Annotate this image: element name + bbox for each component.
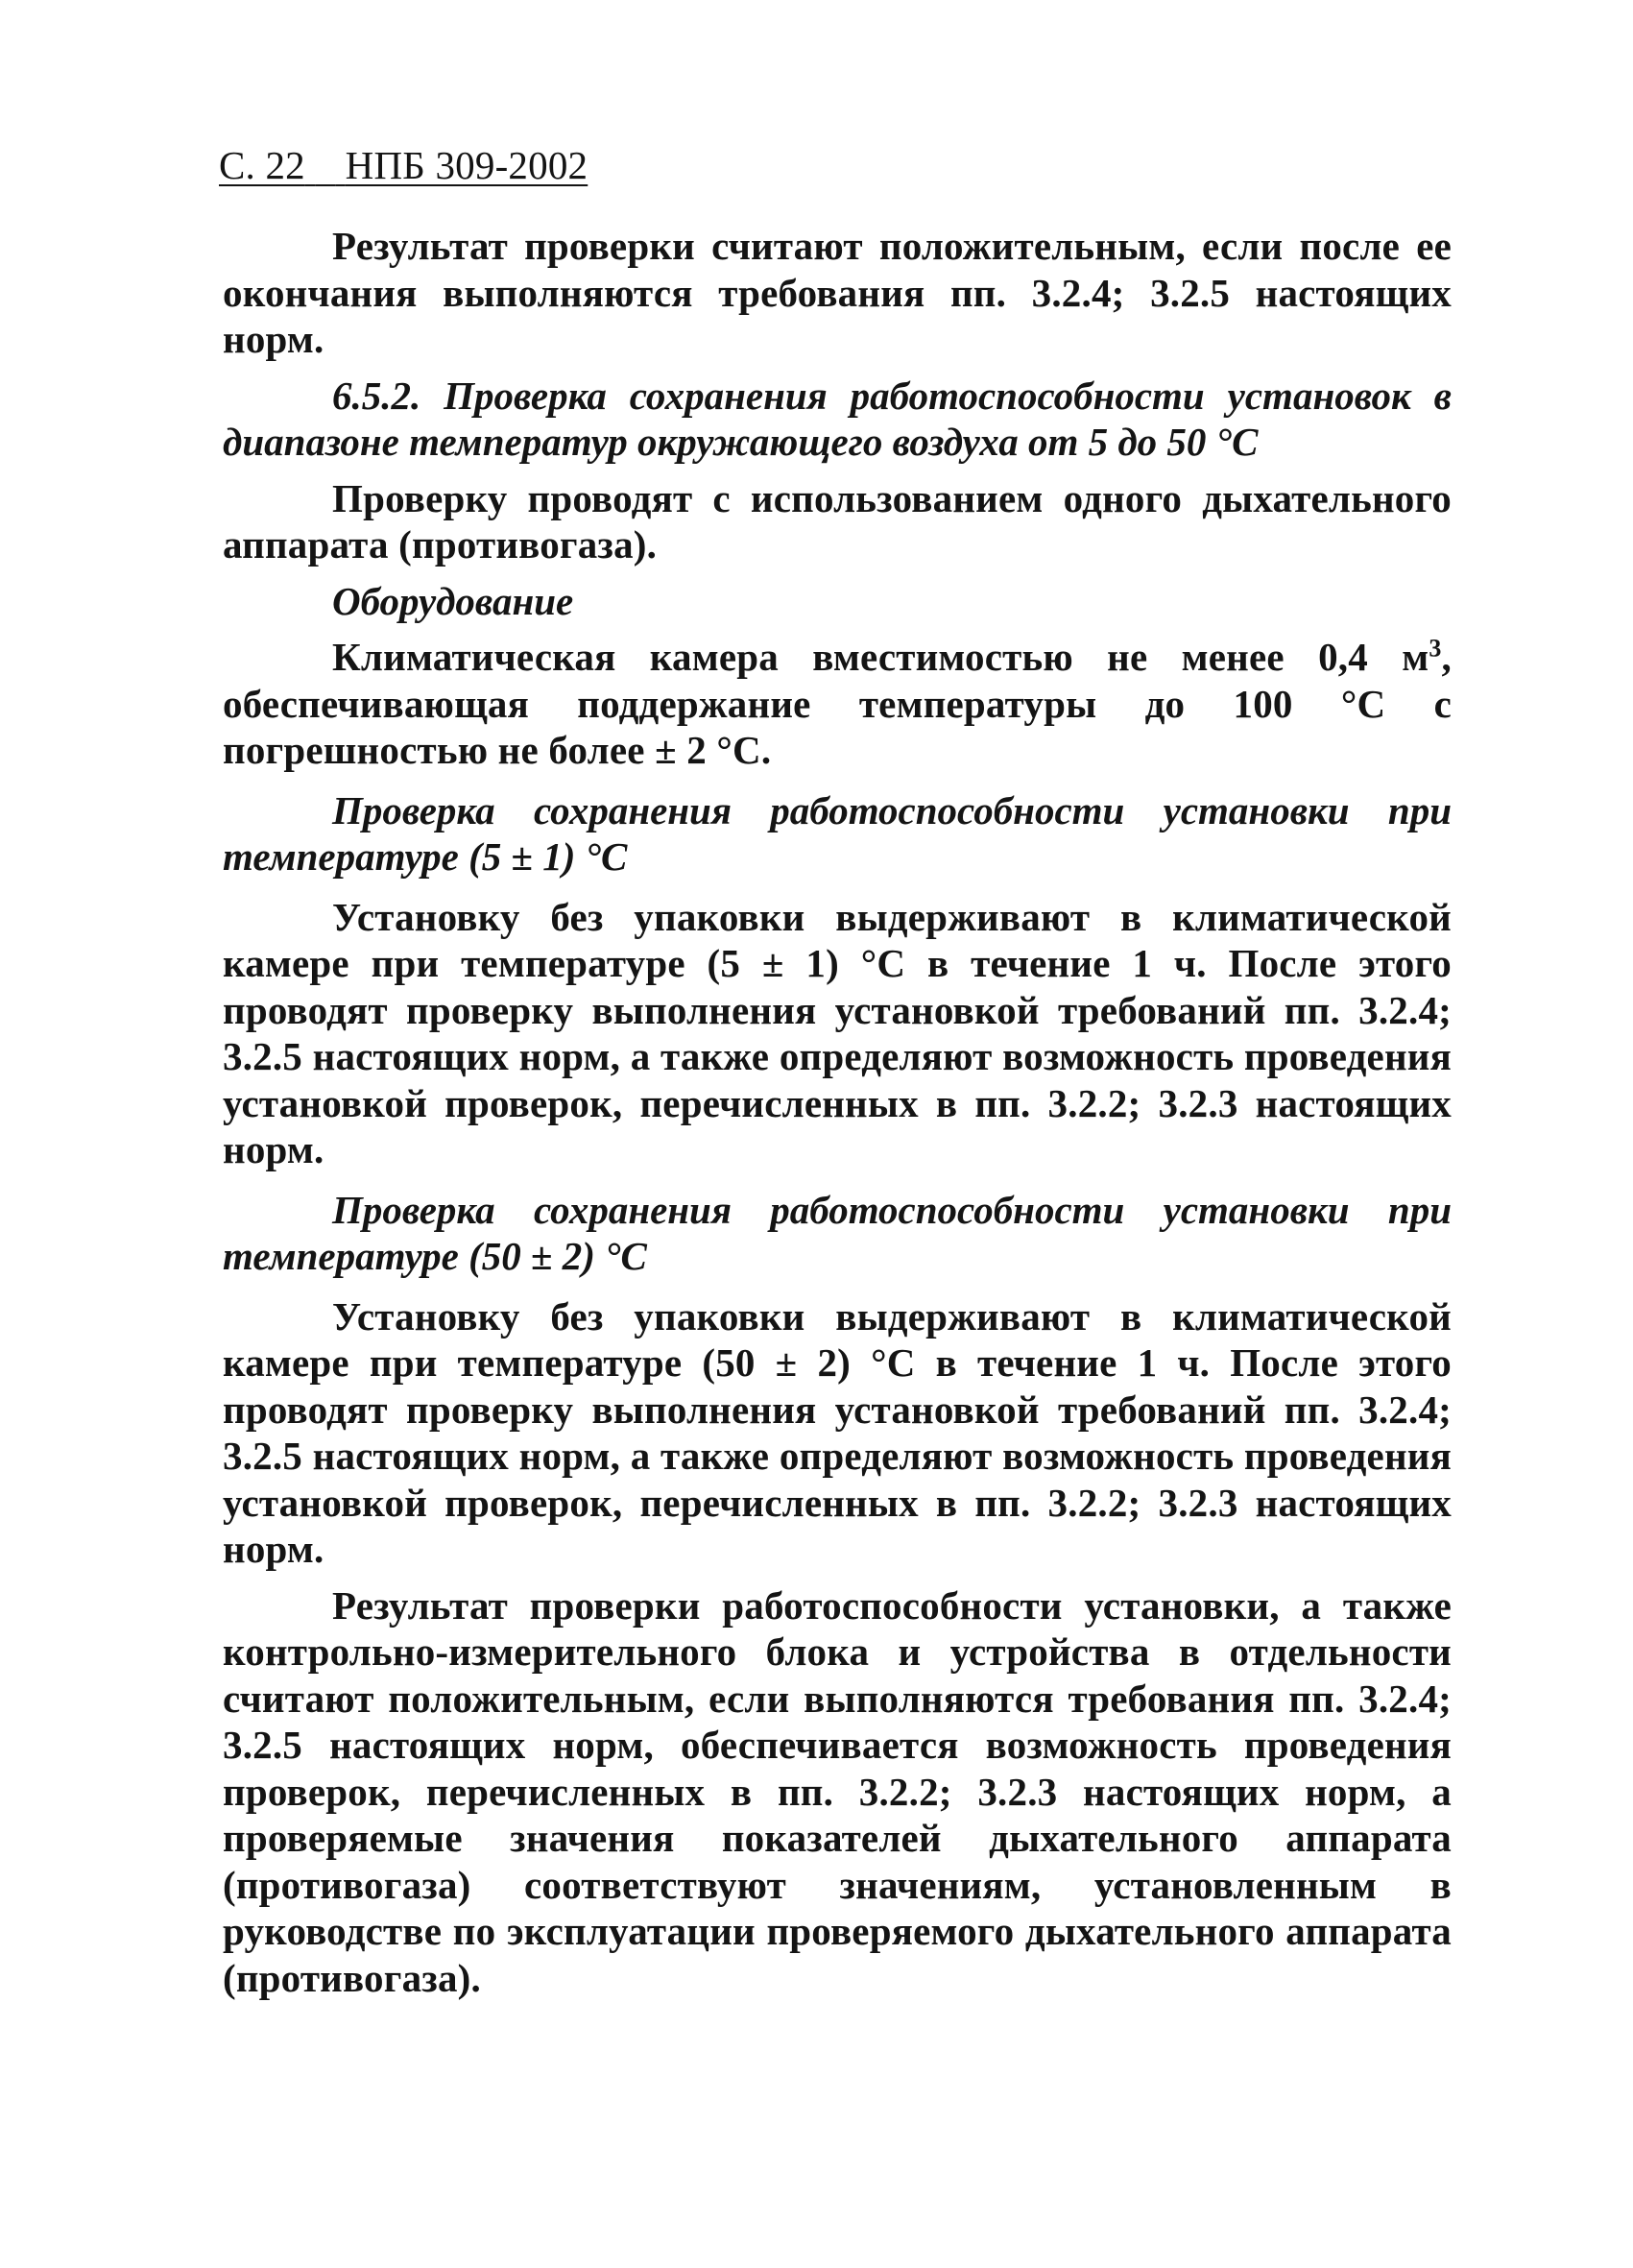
page-content: [223, 223, 1452, 2001]
check-5c-heading: Проверка сохранения работоспособности установки при температуре (5 ± 1) °С: [223, 787, 1452, 879]
page-number: С. 22: [219, 143, 305, 187]
check-50c-heading: Проверка сохранения работоспособности установки при температуре (50 ± 2) °С: [223, 1187, 1452, 1278]
check-5c-paragraph: Установку без упаковки выдерживают в климатической камере при температуре (5 ± 1) °С в течение 1 ч. После этого проводят проверку выполнения установкой требований пп. 3.2.4; 3.2.5 настоящих норм, а также определяют возможность проведения установкой проверок, перечисленных в пп. 3.2.2; 3.2.3 настоящих норм.: [223, 894, 1452, 1171]
document-code: НПБ 309-2002: [345, 143, 588, 187]
result-paragraph: Результат проверки считают положительным, если после ее окончания выполняются требования пп. 3.2.4; 3.2.5 настоящих норм.: [223, 224, 1452, 361]
check-50c-paragraph: Установку без упаковки выдерживают в климатической камере при температуре (50 ± 2) °С в течение 1 ч. После этого проводят проверку выполнения установкой требований пп. 3.2.4; 3.2.5 настоящих норм, а также определяют возможность проведения установкой проверок, перечисленных в пп. 3.2.2; 3.2.3 настоящих норм.: [223, 1293, 1452, 1571]
cubic-superscript: 3: [1429, 634, 1442, 663]
page-header: [219, 140, 588, 190]
equipment-heading: Оборудование: [332, 578, 574, 623]
final-result-paragraph: Результат проверки работоспособности установки, а также контрольно-измерительного блока и устройства в отдельности считают положительным, если выполняются требования пп. 3.2.4; 3.2.5 настоящих норм, обеспечивается возможность проведения проверок, перечисленных в пп. 3.2.2; 3.2.3 настоящих норм, а проверяемые значения показателей дыхательного аппарата (противогаза) соответствуют значениям, установленным в руководстве по эксплуатации проверяемого дыхательного аппарата (противогаза).: [223, 1582, 1452, 2000]
equipment-paragraph: [223, 634, 1452, 774]
method-paragraph: Проверку проводят с использованием одного дыхательного аппарата (противогаза).: [223, 475, 1452, 567]
equipment-text-start: Климатическая камера вместимостью не менее 0,4 м: [332, 635, 1429, 679]
section-6-5-2-title: 6.5.2. Проверка сохранения работоспособности установок в диапазоне температур окружающего воздуха от 5 до 50 °С: [223, 373, 1452, 464]
equipment-text-end: , обеспечивающая поддержание температуры до 100 °С с погрешностью не более ± 2 °С.: [223, 635, 1452, 772]
